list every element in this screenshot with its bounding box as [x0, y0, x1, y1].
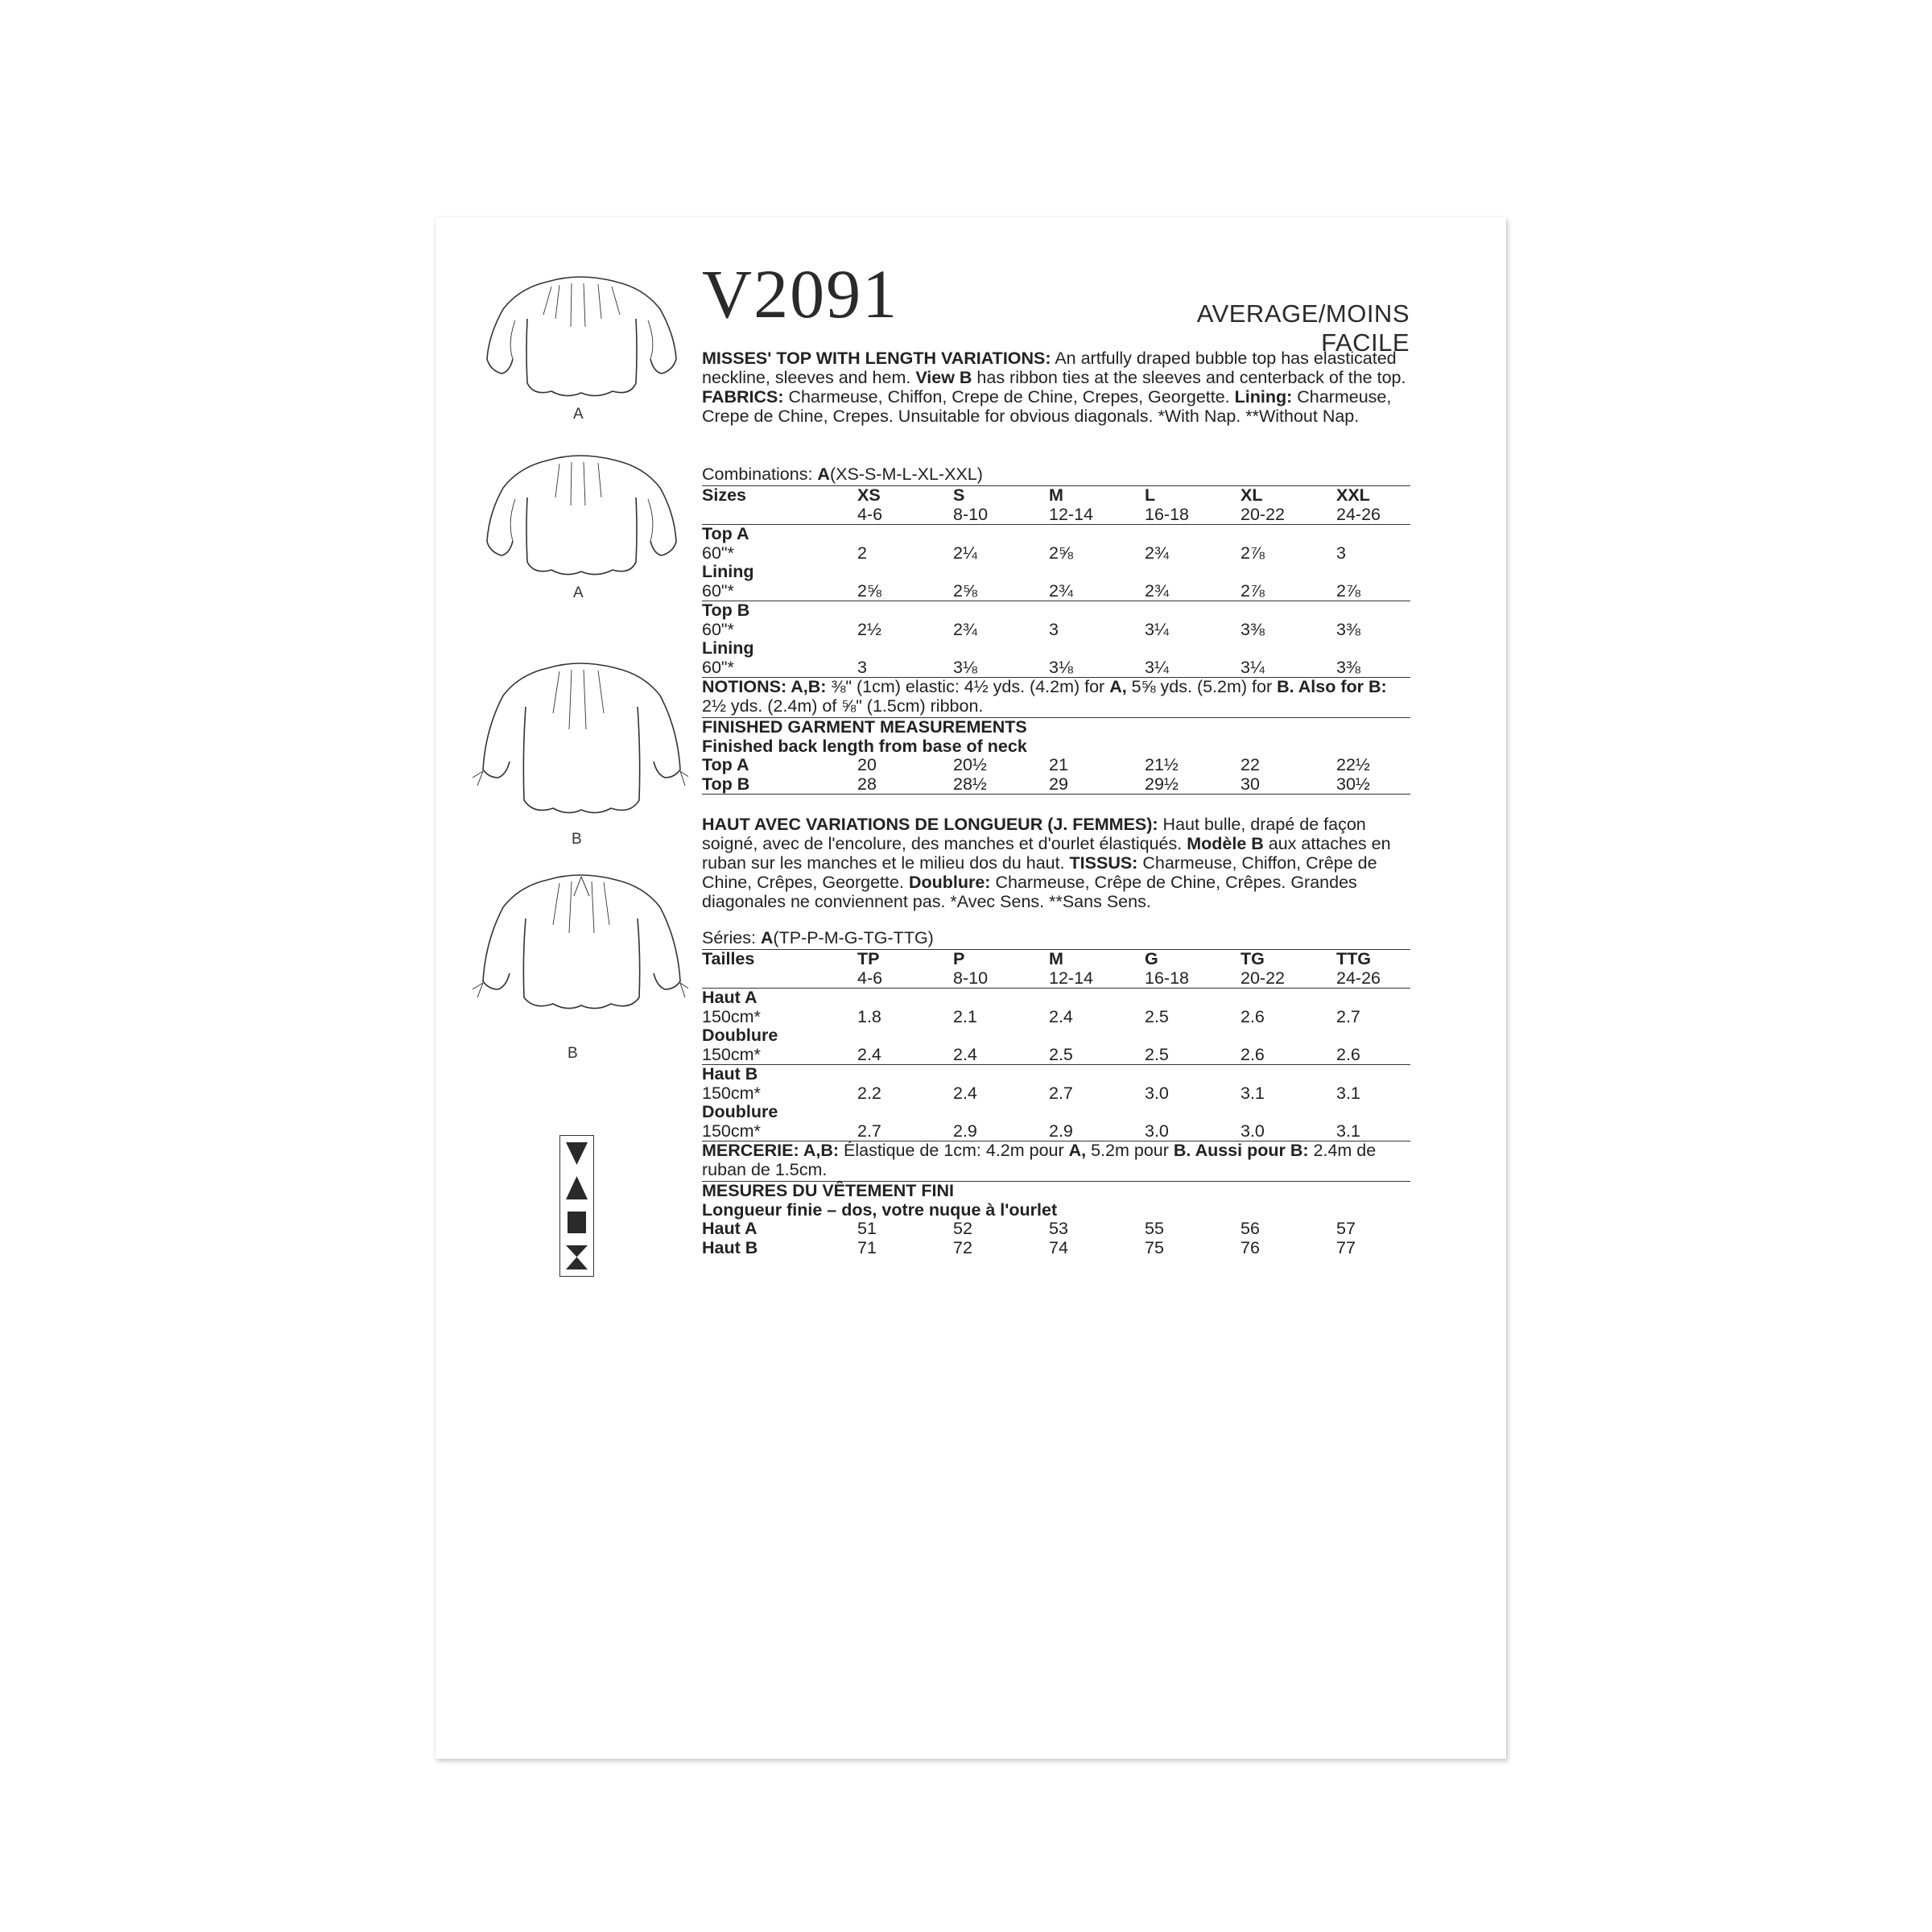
yardage-value: 3⅛	[953, 658, 1049, 678]
view-b-front-drawing	[471, 657, 688, 818]
yardage-value: 2⅞	[1336, 582, 1410, 601]
view-label-a: A	[573, 406, 584, 423]
yardage-value: 3.1	[1336, 1122, 1410, 1141]
yardage-value: 2½	[857, 619, 881, 639]
yardage-value: 2¾	[1145, 543, 1169, 563]
notions-text: ⅜" (1cm) elastic: 4½ yds. (4.2m) for	[826, 677, 1110, 696]
size-number: 16-18	[1145, 969, 1241, 989]
measure-value: 20	[857, 755, 877, 774]
size-header: TP	[857, 949, 880, 968]
fabrics-text-fr: Charmeuse, Chiffon, Crêpe de Chine, Crêpes, Georgette.	[702, 853, 1377, 892]
view-label-a-back: A	[573, 584, 584, 601]
measure-value: 30½	[1336, 775, 1410, 795]
size-header: G	[1145, 949, 1158, 968]
description-text: An artfully draped bubble top has elasticated neckline, sleeves and hem.	[702, 349, 1397, 387]
yardage-value: 2.9	[1049, 1122, 1145, 1141]
triangle-down-icon	[560, 1136, 593, 1170]
size-header: M	[1049, 949, 1063, 968]
yardage-value: 2⅞	[1241, 543, 1265, 563]
fabric-width: 150cm*	[702, 1083, 761, 1103]
size-number: 12-14	[1049, 506, 1145, 525]
description-text-2: has ribbon ties at the sleeves and centerback of the top.	[972, 368, 1406, 387]
measure-value: 29	[1049, 775, 1145, 795]
measure-value: 72	[953, 1237, 972, 1257]
measure-value: 21	[1049, 755, 1068, 774]
yardage-value: 2.7	[1336, 1006, 1360, 1026]
combinations-line	[702, 464, 1410, 484]
yardage-value: 2⅝	[857, 582, 953, 601]
french-description	[702, 815, 1410, 911]
measure-value: 20½	[953, 755, 987, 774]
row-label: Top A	[702, 755, 749, 774]
fabrics-label-fr: TISSUS:	[1069, 853, 1138, 873]
view-b-label-fr: Modèle B	[1187, 834, 1264, 853]
yardage-value: 1.8	[857, 1006, 881, 1026]
view-label-b: B	[572, 831, 582, 848]
yardage-value: 2.6	[1241, 1046, 1336, 1065]
yardage-value: 2.4	[857, 1046, 953, 1065]
triangle-up-icon	[560, 1170, 593, 1205]
sizes-label-fr: Tailles	[702, 949, 755, 968]
size-number: 20-22	[1241, 969, 1336, 989]
finished-subheading: Finished back length from base of neck	[702, 736, 1027, 756]
lining-label-fr: Doublure:	[908, 873, 991, 892]
row-label: Lining	[702, 638, 754, 658]
fabrics-label: FABRICS:	[702, 387, 784, 407]
pattern-number: V2091	[702, 255, 899, 332]
yardage-value: 3¼	[1241, 658, 1336, 678]
size-number: 20-22	[1241, 506, 1336, 525]
fabric-width: 150cm*	[702, 1046, 857, 1065]
size-number: 12-14	[1049, 969, 1145, 989]
yardage-value: 2.9	[953, 1122, 1049, 1141]
yardage-value: 3¼	[1145, 619, 1169, 639]
measure-value: 51	[857, 1219, 877, 1238]
notions-text-fr-3: 2.4m de ruban de 1.5cm.	[702, 1141, 1377, 1179]
yardage-value: 2.2	[857, 1083, 881, 1103]
notions	[702, 678, 1410, 718]
yardage-value: 3	[1049, 619, 1059, 639]
measure-value: 74	[1049, 1237, 1068, 1257]
yardage-value: 3⅜	[1336, 619, 1360, 639]
yardage-value: 3.1	[1241, 1083, 1265, 1103]
description-heading: MISSES' TOP WITH LENGTH VARIATIONS:	[702, 349, 1051, 368]
description-heading-fr: HAUT AVEC VARIATIONS DE LONGUEUR (J. FEMMES):	[702, 815, 1158, 834]
size-header: L	[1145, 485, 1156, 505]
measure-value: 55	[1145, 1219, 1164, 1238]
measure-value: 29½	[1145, 775, 1241, 795]
series-view: A	[760, 928, 774, 947]
finished-heading: FINISHED GARMENT MEASUREMENTS	[702, 717, 1027, 737]
difficulty-level: AVERAGE/MOINS FACILE	[1196, 299, 1410, 357]
french-yardage-table	[702, 949, 1410, 1257]
yardage-value: 2.1	[953, 1006, 977, 1026]
combinations-view: A	[817, 464, 830, 484]
description-text-fr-2: aux attaches en ruban sur les manches et le milieu dos du haut.	[702, 834, 1391, 873]
notions-label-fr: MERCERIE: A,B:	[702, 1141, 840, 1160]
size-header: XXL	[1336, 485, 1370, 505]
yardage-value: 3.0	[1241, 1122, 1336, 1141]
yardage-value: 2.4	[953, 1046, 1049, 1065]
notions-view-a-fr: A,	[1068, 1141, 1087, 1160]
size-header: P	[953, 949, 965, 968]
size-header: M	[1049, 485, 1063, 505]
yardage-value: 2¾	[1049, 582, 1145, 601]
yardage-value: 2.7	[857, 1122, 953, 1141]
notions-text-fr-2: 5.2m pour	[1086, 1141, 1174, 1160]
finished-subheading-fr: Longueur finie – dos, votre nuque à l'ourlet	[702, 1199, 1058, 1220]
view-a-back-drawing	[471, 449, 688, 594]
fabrics-text: Charmeuse, Chiffon, Crepe de Chine, Crepes, Georgette.	[783, 387, 1235, 407]
yardage-value: 3.0	[1145, 1122, 1241, 1141]
yardage-value: 3	[1336, 543, 1346, 563]
notions-text-fr: Élastique de 1cm: 4.2m pour	[839, 1141, 1069, 1160]
measure-value: 21½	[1145, 755, 1179, 774]
row-label: Haut B	[702, 1237, 758, 1257]
size-number: 8-10	[953, 506, 1049, 525]
yardage-value: 2.4	[1049, 1006, 1073, 1026]
measure-value: 28	[857, 775, 953, 795]
yardage-value: 2.5	[1145, 1046, 1241, 1065]
combinations-sizes: (XS-S-M-L-XL-XXL)	[829, 464, 983, 484]
size-header: S	[953, 485, 965, 505]
sizes-label: Sizes	[702, 485, 746, 505]
notions-view-a: A,	[1109, 677, 1127, 696]
yardage-value: 3¼	[1145, 658, 1241, 678]
view-b-back-drawing	[471, 869, 688, 1030]
yardage-value: 2.4	[953, 1083, 977, 1103]
yardage-value: 3	[857, 658, 953, 678]
row-label: Doublure	[702, 1026, 778, 1045]
measure-value: 56	[1241, 1219, 1260, 1238]
notions-view-b-fr: B. Aussi pour B:	[1173, 1141, 1309, 1160]
yardage-value: 2¾	[953, 619, 977, 639]
row-label: Top A	[702, 524, 749, 543]
measure-value: 28½	[953, 775, 1049, 795]
measure-value: 57	[1336, 1219, 1356, 1238]
size-header: XL	[1241, 485, 1263, 505]
square-icon	[560, 1205, 593, 1240]
lining-text-fr: Charmeuse, Crêpe de Chine, Crêpes. Grandes diagonales ne conviennent pas. *Avec Sens. **Sans Sens.	[702, 873, 1357, 911]
yardage-value: 2.6	[1336, 1046, 1410, 1065]
measure-value: 76	[1241, 1237, 1260, 1257]
lining-text: Charmeuse, Crepe de Chine, Crepes. Unsuitable for obvious diagonals. *With Nap. **Without Nap.	[702, 387, 1392, 426]
fabric-width: 150cm*	[702, 1122, 857, 1141]
series-label: Séries:	[702, 928, 761, 947]
fabric-width: 60"*	[702, 582, 857, 601]
symbol-legend	[559, 1135, 594, 1277]
yardage-value: 2.5	[1145, 1006, 1169, 1026]
hourglass-icon	[560, 1240, 593, 1274]
yardage-value: 2.5	[1049, 1046, 1145, 1065]
combinations-label: Combinations:	[702, 464, 818, 484]
size-number: 4-6	[857, 969, 953, 989]
yardage-value: 3.1	[1336, 1083, 1360, 1103]
notions-label: NOTIONS: A,B:	[702, 677, 827, 696]
row-label: Haut A	[702, 1219, 758, 1238]
yardage-value: 3⅜	[1241, 619, 1265, 639]
description-text-fr: Haut bulle, drapé de façon soigné, avec de l'encolure, des manches et d'ourlet élastiqués.	[702, 815, 1366, 853]
yardage-value: 3⅜	[1336, 658, 1410, 678]
yardage-value: 2⅝	[1049, 543, 1073, 563]
row-label: Haut A	[702, 988, 758, 1007]
yardage-value: 2⅞	[1241, 582, 1336, 601]
row-label: Top B	[702, 601, 750, 620]
yardage-value: 2¼	[953, 543, 977, 563]
size-number: 4-6	[857, 506, 953, 525]
notions-fr	[702, 1141, 1410, 1182]
english-description	[702, 349, 1410, 426]
finished-heading-fr: MESURES DU VÊTEMENT FINI	[702, 1181, 954, 1200]
measure-value: 53	[1049, 1219, 1068, 1238]
view-b-label: View B	[915, 368, 972, 387]
size-number: 16-18	[1145, 506, 1241, 525]
size-number: 8-10	[953, 969, 1049, 989]
view-label-b-back: B	[568, 1045, 578, 1062]
measure-value: 71	[857, 1237, 877, 1257]
size-number: 24-26	[1336, 969, 1410, 989]
yardage-value: 2⅝	[953, 582, 1049, 601]
row-label: Haut B	[702, 1064, 758, 1084]
lining-label: Lining:	[1234, 387, 1293, 407]
row-label: Top B	[702, 775, 857, 795]
fabric-width: 60"*	[702, 658, 857, 678]
measure-value: 22½	[1336, 755, 1370, 774]
measure-value: 77	[1336, 1237, 1356, 1257]
measure-value: 30	[1241, 775, 1336, 795]
measure-value: 75	[1145, 1237, 1164, 1257]
fabric-width: 150cm*	[702, 1006, 761, 1026]
yardage-value: 2.7	[1049, 1083, 1073, 1103]
yardage-value: 3.0	[1145, 1083, 1169, 1103]
size-header: XS	[857, 485, 881, 505]
yardage-value: 2¾	[1145, 582, 1241, 601]
yardage-value: 2	[857, 543, 867, 563]
size-number: 24-26	[1336, 506, 1410, 525]
english-yardage-table	[702, 485, 1410, 795]
series-line	[702, 928, 1410, 947]
yardage-value: 3⅛	[1049, 658, 1145, 678]
measure-value: 22	[1241, 755, 1260, 774]
size-header: TG	[1241, 949, 1265, 968]
measure-value: 52	[953, 1219, 972, 1238]
row-label: Lining	[702, 562, 754, 581]
notions-text-2: 5⅝ yds. (5.2m) for	[1126, 677, 1278, 696]
notions-view-b: B. Also for B:	[1277, 677, 1387, 696]
series-sizes: (TP-P-M-G-TG-TTG)	[773, 928, 934, 947]
fabric-width: 60"*	[702, 543, 734, 563]
size-header: TTG	[1336, 949, 1371, 968]
notions-text-3: 2½ yds. (2.4m) of ⅝" (1.5cm) ribbon.	[702, 696, 984, 716]
row-label: Doublure	[702, 1102, 778, 1121]
view-a-front-drawing	[471, 270, 688, 415]
fabric-width: 60"*	[702, 619, 734, 639]
yardage-value: 2.6	[1241, 1006, 1265, 1026]
